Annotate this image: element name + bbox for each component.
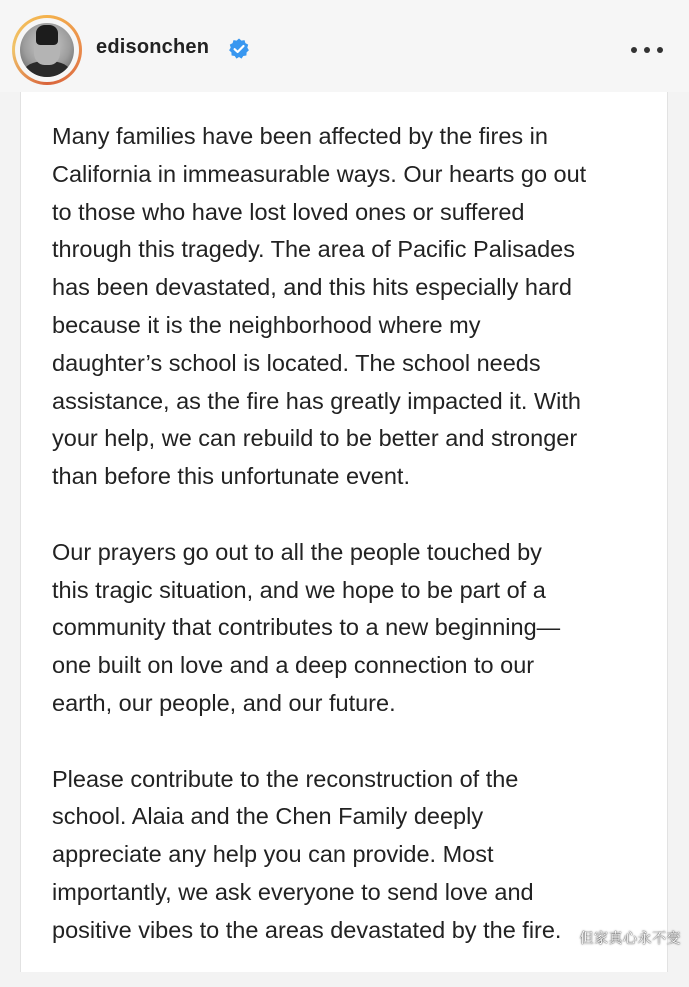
post-paragraph-3: Please contribute to the reconstruction of the school. Alaia and the Chen Family deeply appreciate any help you can provide. Most importantly, we ask everyone to send love and positive vibes to the areas devastated by the fire.: [52, 765, 562, 943]
more-options-icon[interactable]: [627, 39, 667, 61]
avatar[interactable]: [20, 23, 74, 77]
story-ring[interactable]: [12, 15, 82, 85]
more-dot: [631, 47, 637, 53]
post-paragraph-2: Our prayers go out to all the people touched by this tragic situation, and we hope to be part of a community that contributes to a new beginning— one built on love and a deep connection to our earth, our people, and our future.: [52, 538, 561, 716]
post-image-card: [20, 92, 668, 972]
post-paragraph-1: Many families have been affected by the fires in California in immeasurable ways. Our hearts go out to those who have lost loved ones or suffered through this tragedy. The area of Pacific Palisades has been devastated, and this hits especially hard because it is the neighborhood where my daughter’s school is located. The school needs assistance, as the fire has greatly impacted it. With your help, we can rebuild to be better and stronger than before this unfortunate event.: [52, 123, 587, 490]
username[interactable]: edisonchen: [96, 36, 210, 58]
post-text: [52, 118, 652, 987]
avatar-hair: [36, 25, 58, 45]
verified-badge-icon: [227, 37, 251, 61]
more-dot: [657, 47, 663, 53]
post-header: [0, 0, 689, 92]
avatar-border: [15, 18, 79, 82]
more-dot: [644, 47, 650, 53]
watermark: 但家真心永不变: [579, 930, 681, 946]
